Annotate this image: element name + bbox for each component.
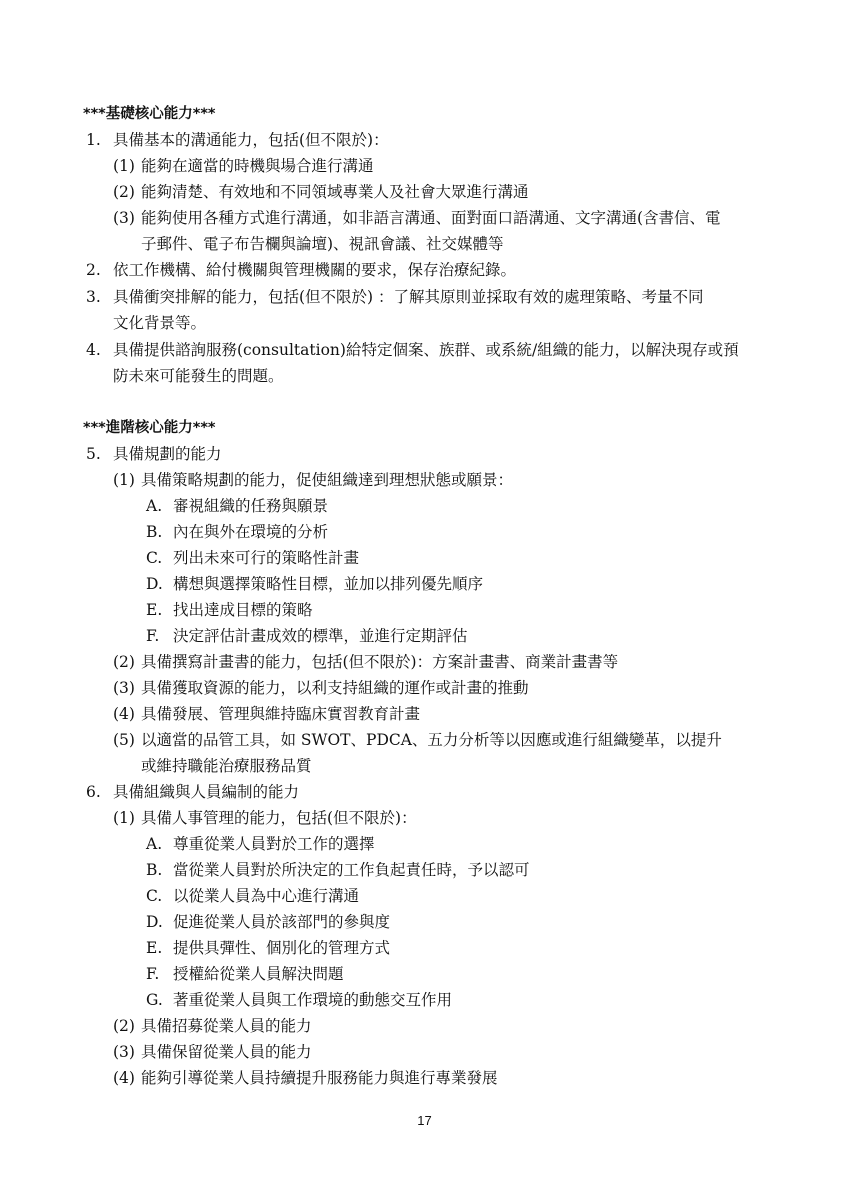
item-number: (1) (113, 809, 135, 827)
list-item (113, 182, 529, 202)
list-item (113, 678, 529, 698)
item-text: 著重從業人員與工作環境的動態交互作用 (173, 991, 453, 1009)
item-text: 尊重從業人員對於工作的選擇 (173, 835, 375, 853)
list-item-continuation: 子郵件、電子布告欄與論壇)、視訊會議、社交媒體等 (141, 235, 504, 253)
item-number: (3) (113, 209, 135, 227)
item-text: 能夠清楚、有效地和不同領域專業人及社會大眾進行溝通 (141, 183, 529, 201)
list-item (113, 1042, 312, 1062)
item-number: 4. (86, 341, 101, 359)
list-item (146, 522, 328, 542)
item-number: (5) (113, 731, 135, 749)
item-number: (4) (113, 705, 135, 723)
item-text: 具備人事管理的能力，包括(但不限於)： (141, 809, 417, 827)
item-text: 能夠使用各種方式進行溝通，如非語言溝通、面對面口語溝通、文字溝通(含書信、電 (141, 209, 721, 227)
section-heading-basic: ***基礎核心能力*** (83, 106, 216, 122)
item-number: G. (146, 991, 163, 1009)
list-item (146, 912, 390, 932)
item-number: (2) (113, 653, 135, 671)
list-item (146, 496, 328, 516)
item-number: B. (146, 861, 163, 879)
item-number: B. (146, 523, 163, 541)
item-number: A. (146, 835, 163, 853)
list-item-continuation: 文化背景等。 (113, 314, 207, 332)
item-number: E. (146, 601, 163, 619)
item-number: F. (146, 965, 160, 983)
item-number: E. (146, 939, 163, 957)
item-text: 授權給從業人員解決問題 (173, 965, 344, 983)
item-text: 具備撰寫計畫書的能力，包括(但不限於)：方案計畫書、商業計畫書等 (141, 653, 619, 671)
list-item (146, 990, 452, 1010)
item-number: 6. (86, 783, 101, 801)
item-number: D. (146, 913, 163, 931)
list-item (146, 860, 530, 880)
list-item-continuation: 或維持職能治療服務品質 (141, 757, 312, 775)
list-item (146, 938, 390, 958)
list-item-continuation: 防未來可能發生的問題。 (113, 367, 284, 385)
item-number: 1. (86, 131, 101, 149)
list-item (146, 886, 359, 906)
list-item (86, 782, 299, 802)
item-text: 決定評估計畫成效的標準，並進行定期評估 (173, 627, 468, 645)
list-item (146, 600, 313, 620)
item-text: 具備基本的溝通能力，包括(但不限於)： (113, 131, 389, 149)
item-number: C. (146, 549, 163, 567)
list-item (113, 1068, 498, 1088)
item-number: C. (146, 887, 163, 905)
list-item (146, 548, 359, 568)
item-text: 能夠在適當的時機與場合進行溝通 (141, 157, 374, 175)
item-text: 具備招募從業人員的能力 (141, 1017, 312, 1035)
page-number: 17 (417, 1113, 432, 1128)
item-text: 具備保留從業人員的能力 (141, 1043, 312, 1061)
item-number: (2) (113, 183, 135, 201)
item-text: 以從業人員為中心進行溝通 (173, 887, 360, 905)
item-number: (4) (113, 1069, 135, 1087)
item-text: 找出達成目標的策略 (173, 601, 313, 619)
list-item (86, 340, 739, 360)
item-text: 審視組織的任務與願景 (173, 497, 329, 515)
list-item (146, 834, 375, 854)
item-number: (3) (113, 679, 135, 697)
item-text: 具備衝突排解的能力，包括(但不限於) ：了解其原則並採取有效的處理策略、考量不同 (113, 288, 704, 306)
list-item (86, 260, 516, 280)
item-number: 5. (86, 445, 101, 463)
list-item (113, 208, 721, 228)
item-text: 具備發展、管理與維持臨床實習教育計畫 (141, 705, 421, 723)
item-number: (2) (113, 1017, 135, 1035)
list-item (113, 808, 417, 828)
list-item (86, 287, 704, 307)
list-item (113, 730, 722, 750)
item-number: (3) (113, 1043, 135, 1061)
item-text: 能夠引導從業人員持續提升服務能力與進行專業發展 (141, 1069, 498, 1087)
list-item (113, 1016, 312, 1036)
item-number: (1) (113, 157, 135, 175)
section-heading-advanced: ***進階核心能力*** (83, 420, 216, 436)
item-text: 具備組織與人員編制的能力 (113, 783, 300, 801)
item-number: F. (146, 627, 160, 645)
item-text: 依工作機構、給付機關與管理機關的要求，保存治療紀錄。 (113, 261, 517, 279)
item-text: 以適當的品管工具，如 SWOT、PDCA、五力分析等以因應或進行組織變革，以提升 (141, 731, 722, 749)
item-text: 具備策略規劃的能力，促使組織達到理想狀態或願景： (141, 471, 514, 489)
item-number: 3. (86, 288, 101, 306)
list-item (113, 470, 513, 490)
item-text: 當從業人員對於所決定的工作負起責任時，予以認可 (173, 861, 530, 879)
item-text: 具備獲取資源的能力，以利支持組織的運作或計畫的推動 (141, 679, 529, 697)
list-item (86, 444, 222, 464)
item-text: 提供具彈性、個別化的管理方式 (173, 939, 391, 957)
item-text: 構想與選擇策略性目標，並加以排列優先順序 (173, 575, 484, 593)
item-number: 2. (86, 261, 101, 279)
item-text: 促進從業人員於該部門的參與度 (173, 913, 391, 931)
list-item (146, 574, 483, 594)
list-item (113, 156, 374, 176)
item-number: D. (146, 575, 163, 593)
item-number: A. (146, 497, 163, 515)
item-text: 具備規劃的能力 (113, 445, 222, 463)
item-text: 內在與外在環境的分析 (173, 523, 329, 541)
list-item (113, 704, 420, 724)
list-item (113, 652, 618, 672)
item-text: 具備提供諮詢服務(consultation)給特定個案、族群、或系統/組織的能力，以解決現存或預 (113, 341, 739, 359)
list-item (146, 626, 468, 646)
item-text: 列出未來可行的策略性計畫 (173, 549, 360, 567)
list-item (146, 964, 344, 984)
item-number: (1) (113, 471, 135, 489)
list-item (86, 130, 389, 150)
